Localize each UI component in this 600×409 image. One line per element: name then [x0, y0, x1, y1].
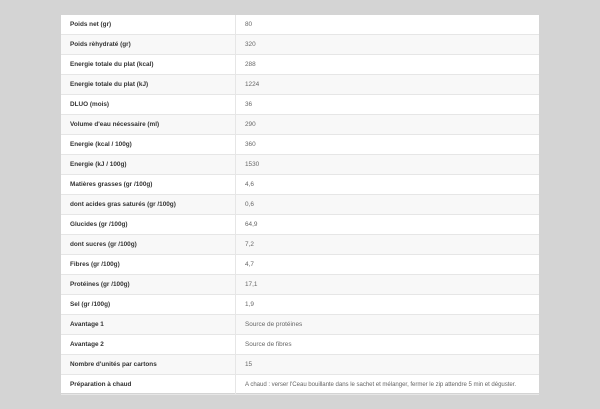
spec-value: Source de protéines	[236, 315, 540, 335]
table-row	[61, 315, 539, 335]
spec-label: Energie (kJ / 100g)	[61, 155, 236, 175]
table-row	[61, 275, 539, 295]
table-row	[61, 135, 539, 155]
spec-value: 360	[236, 135, 540, 155]
spec-value: 288	[236, 55, 540, 75]
table-row	[61, 355, 539, 375]
spec-value: 80	[236, 15, 540, 35]
table-row	[61, 55, 539, 75]
spec-label: Glucides (gr /100g)	[61, 215, 236, 235]
table-row	[61, 175, 539, 195]
table-row	[61, 255, 539, 275]
table-row	[61, 335, 539, 355]
spec-value: 1530	[236, 155, 540, 175]
spec-label: Avantage 1	[61, 315, 236, 335]
spec-label: dont acides gras saturés (gr /100g)	[61, 195, 236, 215]
spec-label: Energie totale du plat (kJ)	[61, 75, 236, 95]
spec-label: dont sucres (gr /100g)	[61, 235, 236, 255]
spec-label: Poids net (gr)	[61, 15, 236, 35]
spec-value: 64,9	[236, 215, 540, 235]
spec-label: Energie totale du plat (kcal)	[61, 55, 236, 75]
table-row	[61, 95, 539, 115]
table-row	[61, 295, 539, 315]
spec-label: Energie (kcal / 100g)	[61, 135, 236, 155]
table-row	[61, 75, 539, 95]
spec-value: 17,1	[236, 275, 540, 295]
table-row	[61, 115, 539, 135]
spec-value: 7,2	[236, 235, 540, 255]
spec-value: 4,7	[236, 255, 540, 275]
spec-label: Matières grasses (gr /100g)	[61, 175, 236, 195]
table-row	[61, 155, 539, 175]
spec-value: 4,6	[236, 175, 540, 195]
spec-label: Volume d'eau nécessaire (ml)	[61, 115, 236, 135]
spec-label: DLUO (mois)	[61, 95, 236, 115]
spec-label: Protéines (gr /100g)	[61, 275, 236, 295]
spec-value: 15	[236, 355, 540, 375]
spec-value: 36	[236, 95, 540, 115]
spec-value: Source de fibres	[236, 335, 540, 355]
table-row	[61, 375, 539, 395]
spec-label: Avantage 2	[61, 335, 236, 355]
spec-label: Poids rèhydraté (gr)	[61, 35, 236, 55]
spec-label: Fibres (gr /100g)	[61, 255, 236, 275]
product-specs-table	[61, 15, 539, 395]
spec-value: 1,9	[236, 295, 540, 315]
spec-value: A chaud : verser l'Ceau bouillante dans le sachet et mélanger, fermer le zip attendre 5 min et déguster.	[236, 375, 540, 395]
spec-label: Préparation à chaud	[61, 375, 236, 395]
product-specs-panel	[61, 15, 539, 393]
table-row	[61, 15, 539, 35]
table-row	[61, 215, 539, 235]
spec-value: 290	[236, 115, 540, 135]
table-row	[61, 195, 539, 215]
spec-value: 1224	[236, 75, 540, 95]
table-row	[61, 35, 539, 55]
table-row	[61, 235, 539, 255]
spec-label: Nombre d'unités par cartons	[61, 355, 236, 375]
spec-label: Sel (gr /100g)	[61, 295, 236, 315]
spec-value: 320	[236, 35, 540, 55]
spec-value: 0,6	[236, 195, 540, 215]
